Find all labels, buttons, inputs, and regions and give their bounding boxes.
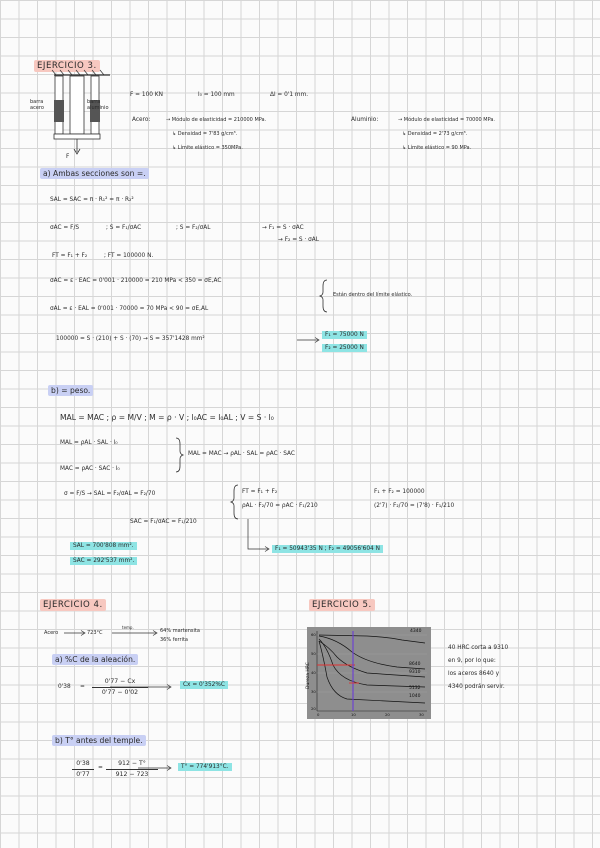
- ytick-30: 30: [311, 689, 316, 694]
- ytick-40: 40: [311, 670, 316, 675]
- b-right-1: FT = F₁ + F₂: [242, 489, 278, 495]
- curve-label-1040: 1040: [409, 694, 421, 699]
- ej3-title: EJERCICIO 3.: [34, 60, 100, 72]
- lbl-barra-alum-1: barra: [87, 99, 101, 105]
- b-right-2: ρAL · F₂/70 = ρAC · F₁/210: [242, 503, 318, 509]
- a-line-3a: FT = F₁ + F₂: [52, 253, 88, 259]
- b-sal: SAL = 700'808 mm².: [70, 542, 137, 550]
- xtick-20: 20: [385, 712, 390, 717]
- ej4-temp: 723°C: [87, 630, 103, 636]
- xtick-0: 0: [317, 712, 320, 717]
- ej5-text-3: los aceros 8640 y: [448, 671, 500, 677]
- ej4-a-title: a) %C de la aleación.: [52, 654, 138, 665]
- alum-line-2: ↳ Densidad = 2'73 g/cm³.: [402, 131, 468, 137]
- alum-label: Aluminio:: [351, 117, 379, 123]
- a-line-5: σAL = ε · EAL = 0'001 · 70000 = 70 MPa < 90 = σE,AL: [50, 306, 209, 312]
- ej5-text-1: 40 HRC corta a 9310: [448, 645, 509, 651]
- a-line-3b: ; FT = 100000 N.: [104, 253, 154, 259]
- curve-label-9310: 9310: [409, 670, 421, 675]
- curve-4340: [319, 635, 425, 643]
- a-line-2a: σAC = F/S: [50, 225, 80, 231]
- given-lo: l₀ = 100 mm: [198, 92, 235, 98]
- given-dl: Δl = 0'1 mm.: [270, 92, 309, 98]
- ej4-b-title: b) T° antes del temple.: [52, 735, 146, 746]
- a-result-1: F₁ = 75000 N: [322, 331, 367, 339]
- alum-line-1: → Módulo de elasticidad = 70000 MPa.: [398, 117, 496, 123]
- ej5-title: EJERCICIO 5.: [309, 599, 375, 611]
- ytick-50: 50: [311, 651, 316, 656]
- xtick-30: 30: [419, 712, 424, 717]
- lbl-barra-acero-2: acero: [30, 105, 44, 111]
- a-line-1: SAL = SAC = π · R₁² = π · R₂²: [50, 197, 134, 203]
- curve-label-8640: 8640: [409, 662, 421, 667]
- acero-line-1: → Módulo de elasticidad = 210000 MPa.: [166, 117, 267, 123]
- ej4-a-result: Cx = 0'352%C: [180, 681, 228, 689]
- y-axis-label: Dureza HRC: [306, 662, 311, 689]
- a-line-2c: ; S = F₂/σAL: [176, 225, 211, 231]
- a-line-2b: ; S = F₁/σAC: [106, 225, 142, 231]
- ej4-a-num: 0'77 − Cx: [92, 679, 148, 688]
- a-brace-text: Están dentro del límite elástico.: [333, 292, 413, 298]
- ej4-b-den1: 0'77: [76, 771, 90, 779]
- ej4-a-den: 0'77 − 0'02: [101, 689, 139, 697]
- ytick-60: 60: [311, 632, 316, 637]
- a-result-2: F₂ = 25000 N: [322, 344, 367, 352]
- ej4-b-num2: 912 − T°: [106, 761, 158, 770]
- acero-line-3: ↳ Límite elástico = 350MPa.: [172, 145, 243, 151]
- force-label: F: [66, 154, 70, 160]
- b-right-4: (2'7) · F₂/70 = (7'8) · F₁/210: [374, 503, 455, 509]
- ej4-temple: temp.: [122, 625, 134, 630]
- a-line-6: 100000 = S · (210) + S · (70) → S = 357'1428 mm²: [56, 336, 205, 342]
- lbl-barra-acero-1: barra: [30, 99, 44, 105]
- b-line-23: MAL = MAC → ρAL · SAL = ρAC · SAC: [188, 451, 295, 457]
- ej4-acero: Acero: [44, 630, 59, 636]
- curve-label-4340: 4340: [410, 629, 422, 634]
- ej4-ferrita: 36% ferrita: [160, 637, 188, 643]
- curve-label-5132: 5132: [409, 686, 421, 691]
- ej5-text-4: 4340 podrán servir.: [448, 684, 505, 690]
- b-title: b) = peso.: [48, 385, 93, 396]
- a-line-2e: → F₂ = S · σAL: [278, 237, 319, 243]
- ej4-title: EJERCICIO 4.: [40, 599, 106, 611]
- ej5-text-2: en 9, por lo que:: [448, 658, 496, 664]
- ej4-b-num1: 0'38: [72, 761, 94, 770]
- ej4-a-lhs: 0'38: [58, 684, 71, 690]
- given-F: F = 100 KN: [130, 92, 163, 98]
- lbl-barra-alum-2: aluminio: [87, 105, 109, 111]
- acero-label: Acero:: [132, 117, 151, 123]
- a-line-4: σAC = ε · EAC = 0'001 · 210000 = 210 MPa < 350 = σE,AC: [50, 278, 222, 284]
- b-sac: SAC = 292'537 mm².: [70, 557, 137, 565]
- alum-line-3: ↳ Límite elástico = 90 MPa.: [402, 145, 472, 151]
- ytick-20: 20: [311, 706, 316, 711]
- b-result: F₁ = 50943'35 N ; F₂ = 49056'604 N: [272, 545, 383, 553]
- xtick-10: 10: [351, 712, 356, 717]
- b-right-3: F₁ + F₂ = 100000: [374, 489, 425, 495]
- b-line-2: MAL = ρAL · SAL · l₀: [60, 440, 118, 446]
- b-line-5: SAC = F₁/σAC = F₁/210: [130, 519, 197, 525]
- b-line-1: MAL = MAC ; ρ = M/V ; M = ρ · V ; l₀AC = l₀AL ; V = S · l₀: [60, 413, 274, 422]
- a-line-2d: → F₁ = S · σAC: [262, 225, 304, 231]
- ej4-b-den2: 912 − 723: [115, 771, 149, 779]
- b-line-4: σ = F/S → SAL = F₂/σAL = F₂/70: [64, 491, 156, 497]
- jominy-chart: [307, 627, 431, 719]
- b-line-3: MAC = ρAC · SAC · l₀: [60, 466, 120, 472]
- a-title: a) Ambas secciones son =.: [40, 168, 149, 179]
- ej4-b-result: T° = 774'913°C.: [178, 763, 232, 771]
- acero-line-2: ↳ Densidad = 7'83 g/cm³.: [172, 131, 238, 137]
- ej4-martensita: 64% martensita: [160, 628, 200, 634]
